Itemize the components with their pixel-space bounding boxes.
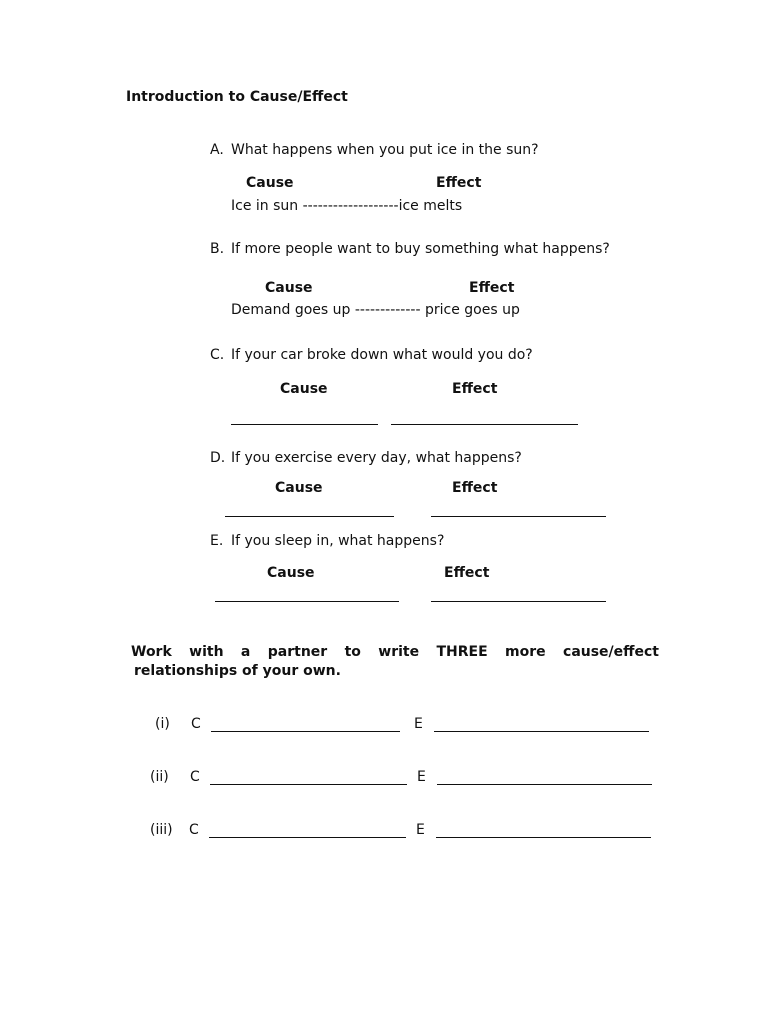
own-item-2-effect-blank[interactable]	[437, 784, 652, 785]
own-item-2-cause-blank[interactable]	[210, 784, 407, 785]
question-d-effect-blank[interactable]	[431, 516, 606, 517]
own-item-2-e-label: E	[417, 769, 426, 785]
page-title: Introduction to Cause/Effect	[126, 89, 348, 105]
question-e-effect-header: Effect	[444, 565, 490, 581]
own-item-3-e-label: E	[416, 822, 425, 838]
question-e-letter: E.	[210, 533, 224, 549]
question-d-cause-header: Cause	[275, 480, 323, 496]
own-item-2-numeral: (ii)	[150, 769, 169, 785]
question-a-letter: A.	[210, 142, 224, 158]
question-e-cause-blank[interactable]	[215, 601, 399, 602]
own-item-1-e-label: E	[414, 716, 423, 732]
partner-instruction-line2: relationships of your own.	[134, 663, 341, 679]
question-d-letter: D.	[210, 450, 226, 466]
question-e-cause-header: Cause	[267, 565, 315, 581]
question-c-letter: C.	[210, 347, 225, 363]
own-item-1-c-label: C	[191, 716, 201, 732]
own-item-3-c-label: C	[189, 822, 199, 838]
question-c-text: If your car broke down what would you do?	[231, 347, 533, 363]
question-b-text: If more people want to buy something what happens?	[231, 241, 610, 257]
own-item-1-numeral: (i)	[155, 716, 170, 732]
question-b-cause-header: Cause	[265, 280, 313, 296]
own-item-3-cause-blank[interactable]	[209, 837, 406, 838]
question-b-letter: B.	[210, 241, 225, 257]
question-b-example: Demand goes up ------------- price goes up	[231, 302, 520, 318]
partner-instruction-line1: Work with a partner to write THREE more cause/effect	[131, 644, 659, 660]
own-item-3-effect-blank[interactable]	[436, 837, 651, 838]
question-c-cause-header: Cause	[280, 381, 328, 397]
question-a-cause-header: Cause	[246, 175, 294, 191]
question-a-text: What happens when you put ice in the sun?	[231, 142, 539, 158]
question-d-cause-blank[interactable]	[225, 516, 394, 517]
own-item-2-c-label: C	[190, 769, 200, 785]
question-d-effect-header: Effect	[452, 480, 498, 496]
question-e-effect-blank[interactable]	[431, 601, 606, 602]
question-c-cause-blank[interactable]	[231, 424, 378, 425]
question-c-effect-header: Effect	[452, 381, 498, 397]
own-item-3-numeral: (iii)	[150, 822, 173, 838]
own-item-1-effect-blank[interactable]	[434, 731, 649, 732]
question-a-effect-header: Effect	[436, 175, 482, 191]
question-a-example: Ice in sun -------------------ice melts	[231, 198, 463, 214]
question-e-text: If you sleep in, what happens?	[231, 533, 445, 549]
question-d-text: If you exercise every day, what happens?	[231, 450, 522, 466]
question-b-effect-header: Effect	[469, 280, 515, 296]
own-item-1-cause-blank[interactable]	[211, 731, 400, 732]
question-c-effect-blank[interactable]	[391, 424, 578, 425]
